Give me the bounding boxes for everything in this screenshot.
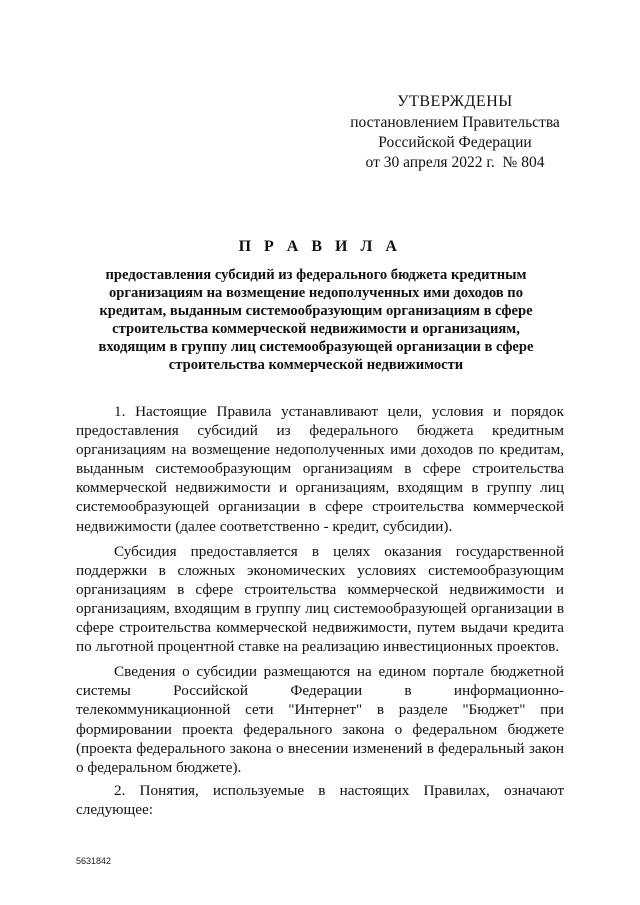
paragraph-4: 2. Понятия, используемые в настоящих Правилах, означают следующее: [76, 781, 564, 818]
approval-line-1: постановлением Правительства [350, 114, 560, 131]
approval-heading: УТВЕРЖДЕНЫ [397, 93, 513, 110]
paragraph-2: Субсидия предоставляется в целях оказания государственной поддержки в сложных экономических условиях системообразующим организациям в сфере строительства коммерческой недвижимости и организациям, входящим в группу лиц системообразующей организации в сфере строительства коммерческой недвижимости, путем выдачи кредита по льготной процентной ставке на реализацию инвестиционных проектов. [76, 542, 564, 656]
approval-line-2: Российской Федерации [378, 134, 532, 151]
paragraph-1: 1. Настоящие Правила устанавливают цели, условия и порядок предоставления субсидий из федерального бюджета кредитным организациям на возмещение недополученных ими доходов по кредитам, выданным системообразующим организациям в сфере строительства коммерческой недвижимости и организациям, входящим в группу лиц системообразующей организации в сфере строительства коммерческой недвижимости (далее соответственно - кредит, субсидии). [76, 403, 564, 535]
document-body [76, 402, 564, 825]
document-code: 5631842 [76, 856, 112, 866]
document-title: П Р А В И Л А [238, 238, 402, 255]
paragraph-3: Сведения о субсидии размещаются на едином портале бюджетной системы Российской Федерации в информационно-телекоммуникационной сети "Интернет" в разделе "Бюджет" при формировании проекта федерального закона о федеральном бюджете (проекта федерального закона о внесении изменений в федеральный закон о федеральном бюджете). [76, 663, 564, 776]
approval-line-3: от 30 апреля 2022 г. № 804 [365, 154, 545, 171]
document-subtitle: предоставления субсидий из федерального бюджета кредитным организациям на возмещение недополученных ими доходов по кредитам, выданным системообразующим организациям в сфере строительства коммерческой недвижимости и организациям, входящим в группу лиц системообразующей организации в сфере строительства коммерческой недвижимости [98, 267, 534, 373]
approval-block [340, 92, 570, 173]
